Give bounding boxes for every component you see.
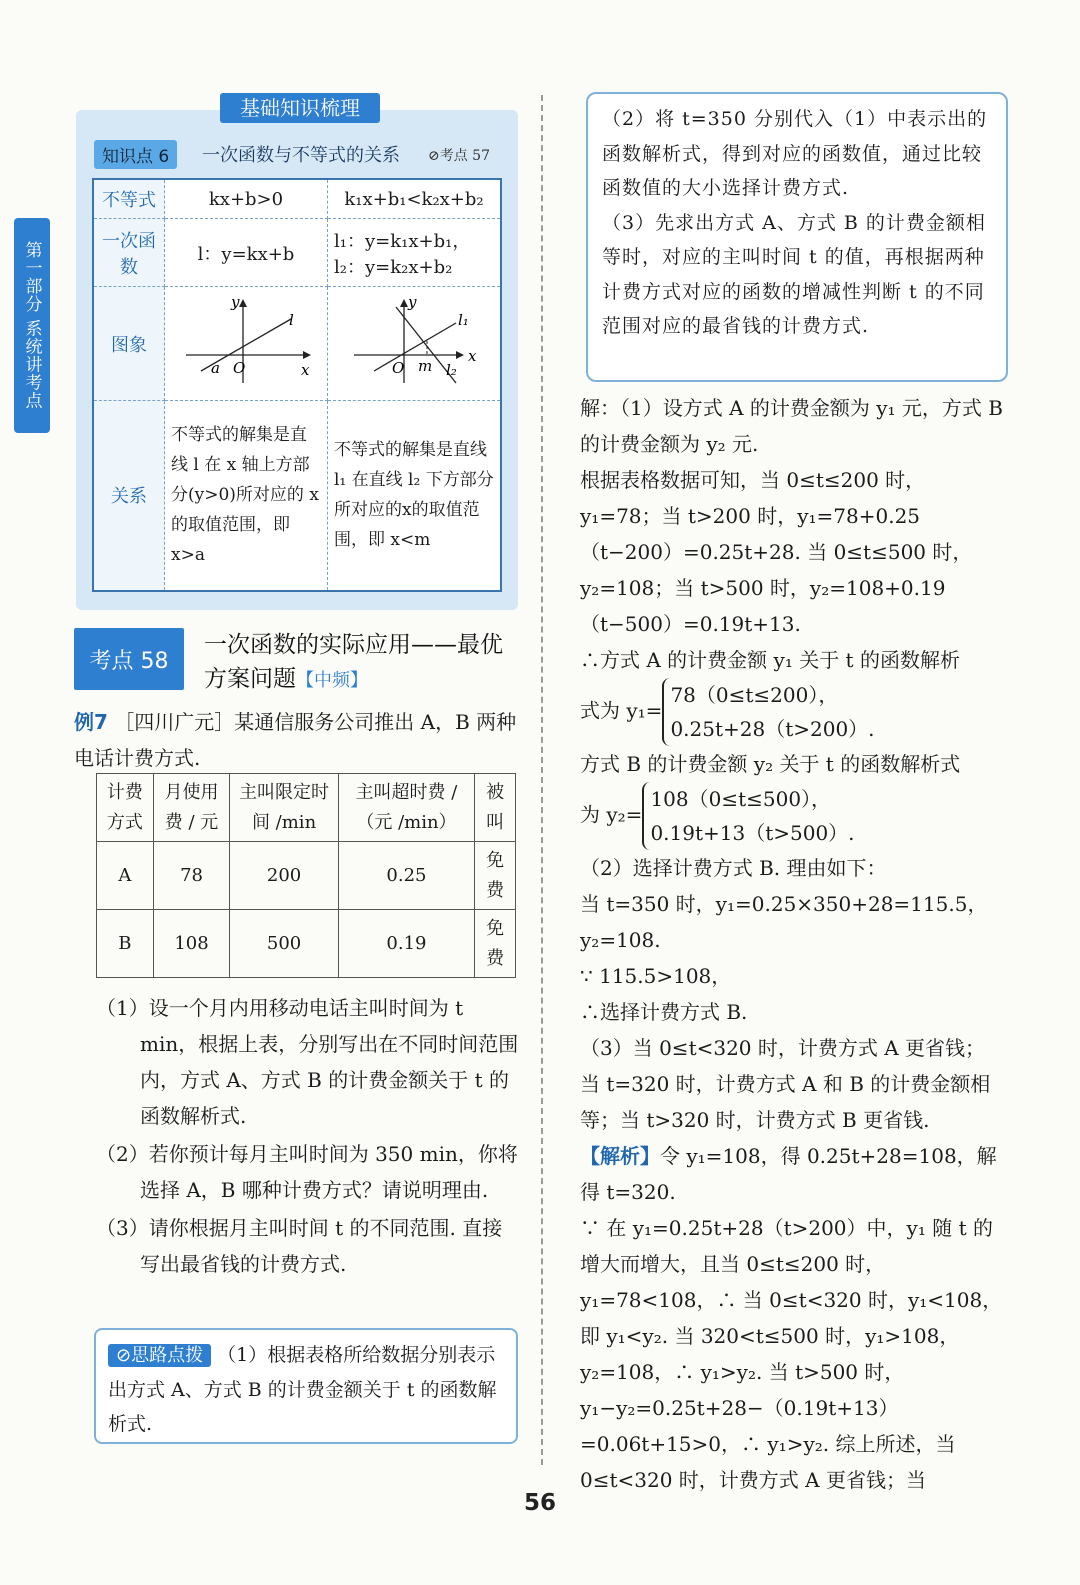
graph-2-l2-label: l₂ <box>446 361 457 379</box>
pricing-header-cell: 主叫限定时间 /min <box>230 774 338 842</box>
question-2: （2）若你预计每月主叫时间为 350 min，你将选择 A，B 哪种计费方式？请说明理由. <box>96 1142 518 1202</box>
function-2a: l₁：y=k₁x+b₁， <box>334 230 471 252</box>
solution-line: 当 t=350 时，y₁=0.25×350+28=115.5，y₂=108. <box>580 892 988 952</box>
example-text: ［四川广元］某通信服务公司推出 A，B 两种电话计费方式. <box>74 710 517 770</box>
example-label: 例7 <box>74 710 108 734</box>
piecewise-a-case-2: 0.25t+28（t>200）. <box>670 717 875 741</box>
analysis-label: 【解析】 <box>580 1144 660 1168</box>
function-2 <box>328 219 502 287</box>
graph-2-y-label: y <box>408 293 417 311</box>
pricing-cell: 0.25 <box>338 842 474 910</box>
section-side-tab: 第一部分 系统讲考点 <box>14 218 50 433</box>
knowledge-point-badge: 知识点 6 <box>94 140 177 169</box>
piecewise-b-case-1: 108（0≤t≤500）， <box>650 787 832 811</box>
solution-line: ∵ 在 y₁=0.25t+28（t>200）中，y₁ 随 t 的增大而增大，且当 0≤t≤200 时，y₁=78<108，∴ 当 0≤t<320 时，y₁<108，即 y₁<y₂. 当 320<t≤500 时，y₁>108，y₂=108，∴ y₁>y₂. 当 t>500 时，y₁−y₂=0.25t+28−（0.19t+13）=0.06t+15>0，∴ y₁>y₂. 综上所述，当 0≤t<320 时，计费方式 A 更省钱；当 <box>580 1216 1003 1492</box>
pricing-cell: 78 <box>153 842 230 910</box>
solution-line: （2）选择计费方式 B. 理由如下： <box>580 856 887 880</box>
pricing-header-cell: 主叫超时费 / （元 /min） <box>338 774 474 842</box>
piecewise-b <box>580 782 1005 850</box>
pricing-cell: 免费 <box>475 842 516 910</box>
graph-1 <box>171 293 321 389</box>
graph-1-l-label: l <box>289 311 294 329</box>
function-1: l：y=kx+b <box>165 219 328 287</box>
pricing-cell: B <box>97 910 154 978</box>
example-heading <box>74 704 524 776</box>
inequality-2: k₁x+b₁<k₂x+b₂ <box>328 179 502 219</box>
kaodian-frequency-tag: 【中频】 <box>296 670 368 691</box>
pricing-cell: A <box>97 842 154 910</box>
piecewise-b-case-2: 0.19t+13（t>500）. <box>650 821 855 845</box>
piecewise-b-brace <box>642 782 854 850</box>
example-questions <box>96 990 521 1284</box>
pricing-cell: 200 <box>230 842 338 910</box>
pricing-header-cell: 计费方式 <box>97 774 154 842</box>
kaodian-title: 一次函数的实际应用——最优方案问题 <box>204 632 503 692</box>
graph-2-l1-label: l₁ <box>458 311 469 329</box>
solution-line: ∴选择计费方式 B. <box>580 1000 748 1024</box>
piecewise-b-prefix: 为 y₂= <box>580 802 643 827</box>
thinking-tip-badge: ⊘思路点拨 <box>108 1344 211 1367</box>
solution-line: ∴方式 A 的计费金额 y₁ 关于 t 的函数解析 <box>580 648 960 672</box>
hint-continuation-box <box>586 92 1008 382</box>
pricing-cell: 免费 <box>475 910 516 978</box>
graph-1-cell <box>165 287 328 401</box>
piecewise-a-case-1: 78（0≤t≤200）， <box>670 683 839 707</box>
knowledge-point-ref: ⊘考点 57 <box>428 148 490 164</box>
row-label-inequality: 不等式 <box>93 179 165 219</box>
solution-line: （3）当 0≤t<320 时，计费方式 A 更省钱；当 t=320 时，计费方式 A 和 B 的计费金额相等；当 t>320 时，计费方式 B 更省钱. <box>580 1036 991 1132</box>
pricing-cell: 108 <box>153 910 230 978</box>
row-label-graph: 图象 <box>93 287 165 401</box>
piecewise-a-prefix: 式为 y₁= <box>580 698 663 723</box>
graph-2-origin-label: O <box>392 359 405 377</box>
knowledge-table <box>92 178 502 592</box>
solution-line: 方式 B 的计费金额 y₂ 关于 t 的函数解析式 <box>580 752 961 776</box>
relation-1: 不等式的解集是直线 l 在 x 轴上方部分(y>0)所对应的 x 的取值范围，即 x>a <box>165 401 328 591</box>
hint-part-3: （3）先求出方式 A、方式 B 的计费金额相等时，对应的主叫时间 t 的值，再根据两种计费方式对应的函数的增减性判断 t 的不同范围对应的最省钱的计费方式. <box>602 211 986 337</box>
kaodian-badge: 考点 58 <box>74 628 184 690</box>
solution <box>580 390 1005 1498</box>
graph-1-a-label: a <box>211 359 220 377</box>
pricing-table <box>96 773 516 978</box>
row-label-function: 一次函数 <box>93 219 165 287</box>
question-1: （1）设一个月内用移动电话主叫时间为 t min，根据上表，分别写出在不同时间范围内，方式 A、方式 B 的计费金额关于 t 的函数解析式. <box>96 996 519 1128</box>
solution-line: ∵ 115.5>108， <box>580 964 732 988</box>
pricing-row-b <box>97 910 516 978</box>
graph-2 <box>334 293 494 389</box>
solution-line: 根据表格数据可知，当 0≤t≤200 时，y₁=78；当 t>200 时，y₁=78+0.25（t−200）=0.25t+28. 当 0≤t≤500 时，y₂=108；当 t>500 时，y₂=108+0.19（t−500）=0.19t+13. <box>580 468 973 636</box>
graph-1-y-label: y <box>231 293 240 311</box>
graph-2-cell <box>328 287 502 401</box>
hint-part-2: （2）将 t=350 分别代入（1）中表示出的函数解析式，得到对应的函数值，通过比较函数值的大小选择计费方式. <box>602 108 988 199</box>
analysis-text: 令 y₁=108，得 0.25t+28=108，解得 t=320. <box>580 1144 997 1204</box>
pricing-cell: 0.19 <box>338 910 474 978</box>
page-number: 56 <box>523 1490 556 1516</box>
question-3: （3）请你根据月主叫时间 t 的不同范围. 直接写出最省钱的计费方式. <box>96 1216 503 1276</box>
graph-1-x-label: x <box>301 361 310 379</box>
pricing-row-a <box>97 842 516 910</box>
function-2b: l₂：y=k₂x+b₂ <box>334 256 453 278</box>
thinking-tip-box <box>94 1328 518 1444</box>
pricing-cell: 500 <box>230 910 338 978</box>
thinking-tip-text: （1）根据表格所给数据分别表示出方式 A、方式 B 的计费金额关于 t 的函数解析式. <box>108 1344 497 1435</box>
graph-2-m-label: m <box>418 357 433 375</box>
solution-line: 解：（1）设方式 A 的计费金额为 y₁ 元，方式 B 的计费金额为 y₂ 元. <box>580 396 1003 456</box>
relation-2: 不等式的解集是直线 l₁ 在直线 l₂ 下方部分所对应的x的取值范围，即 x<m <box>328 401 502 591</box>
piecewise-a <box>580 678 1005 746</box>
graph-2-x-label: x <box>468 347 477 365</box>
graph-1-origin-label: O <box>233 359 246 377</box>
pricing-header-cell: 被叫 <box>475 774 516 842</box>
row-label-relation: 关系 <box>93 401 165 591</box>
pricing-header-cell: 月使用费 / 元 <box>153 774 230 842</box>
inequality-1: kx+b>0 <box>165 179 328 219</box>
knowledge-box-title: 基础知识梳理 <box>220 93 380 123</box>
piecewise-a-brace <box>662 678 874 746</box>
analysis-line <box>580 1138 1005 1210</box>
column-divider <box>541 95 543 1465</box>
kaodian-title-wrap <box>204 628 524 698</box>
knowledge-point-title: 一次函数与不等式的关系 <box>202 145 400 166</box>
